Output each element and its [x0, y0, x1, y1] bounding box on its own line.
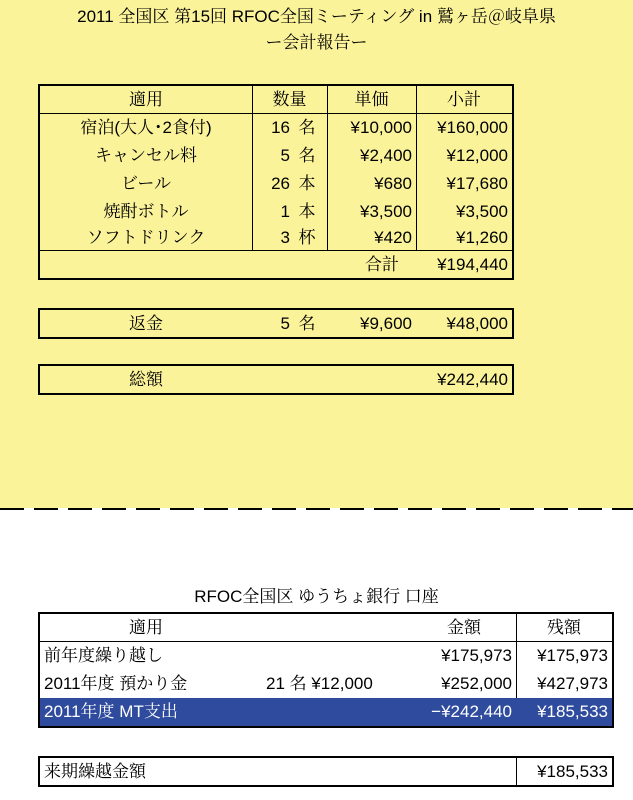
- refund-value: ¥48,000: [446, 314, 508, 333]
- item-name: ソフトドリンク: [86, 228, 206, 247]
- column-header-item: 適用: [129, 90, 163, 109]
- bank-row-label: 前年度繰り越し: [44, 646, 163, 665]
- item-name: ビール: [121, 174, 171, 193]
- item-price: ¥420: [374, 228, 412, 247]
- bank-row-amount: ¥175,973: [441, 646, 512, 665]
- item-qty: 3: [280, 228, 290, 247]
- column-header-price: 単価: [354, 90, 389, 109]
- carry-forward-value: ¥185,533: [537, 762, 608, 781]
- item-unit: 名: [298, 146, 316, 165]
- page-title: 2011 全国区 第15回 RFOC全国ミーティング in 鷲ヶ岳＠岐阜県: [77, 7, 556, 26]
- refund-qty: 5: [280, 314, 290, 333]
- refund-price: ¥9,600: [360, 314, 412, 333]
- total-value: ¥194,440: [437, 255, 508, 274]
- item-subtotal: ¥160,000: [437, 118, 508, 137]
- grand-total-row: [38, 364, 514, 395]
- item-price: ¥680: [374, 174, 412, 193]
- item-qty: 16: [271, 118, 290, 137]
- table-row-selected[interactable]: [40, 698, 612, 726]
- dashed-divider: [0, 508, 633, 510]
- expense-table: [38, 84, 514, 280]
- page-subtitle: ー会計報告ー: [265, 33, 368, 52]
- item-name: 焼酎ボトル: [103, 202, 189, 221]
- bank-row-label: 2011年度 MT支出: [44, 702, 178, 721]
- carry-forward-row: [38, 756, 614, 787]
- item-unit: 本: [298, 174, 316, 193]
- bank-row-balance: ¥175,973: [537, 646, 608, 665]
- total-row: [40, 251, 512, 279]
- column-header-qty: 数量: [272, 90, 307, 109]
- grand-total-label: 総額: [129, 370, 163, 389]
- item-subtotal: ¥1,260: [456, 228, 508, 247]
- column-header-subtotal: 小計: [447, 90, 481, 109]
- bank-row-balance: ¥185,533: [537, 702, 608, 721]
- table-row: [40, 198, 512, 226]
- column-header-item: 適用: [129, 618, 163, 637]
- column-header-balance: 残額: [547, 618, 581, 637]
- table-row: [40, 170, 512, 198]
- item-subtotal: ¥17,680: [446, 174, 508, 193]
- item-subtotal: ¥12,000: [446, 146, 508, 165]
- item-subtotal: ¥3,500: [456, 202, 508, 221]
- table-row: [40, 224, 512, 252]
- item-unit: 名: [298, 118, 316, 137]
- item-qty: 5: [280, 146, 290, 165]
- item-qty: 26: [271, 174, 290, 193]
- total-label: 合計: [365, 255, 399, 274]
- bank-row-balance: ¥427,973: [537, 674, 608, 693]
- table-row: [40, 670, 612, 698]
- bank-row-detail: 21 名 ¥12,000: [266, 674, 373, 693]
- item-unit: 杯: [298, 228, 316, 247]
- bank-table: [38, 612, 614, 728]
- item-unit: 本: [298, 202, 316, 221]
- refund-unit: 名: [298, 314, 316, 333]
- item-price: ¥3,500: [360, 202, 412, 221]
- bank-header-row: [40, 614, 612, 642]
- bank-account-title: RFOC全国区 ゆうちょ銀行 口座: [194, 587, 439, 606]
- table-row: [40, 114, 512, 142]
- table-row: [40, 142, 512, 170]
- refund-label: 返金: [129, 314, 163, 333]
- grand-total-value: ¥242,440: [437, 370, 508, 389]
- table-row: [40, 642, 612, 670]
- item-name: 宿泊(大人･2食付): [80, 118, 212, 137]
- carry-forward-label: 来期繰越金額: [44, 762, 146, 781]
- bank-row-amount: −¥242,440: [431, 702, 512, 721]
- refund-row: [38, 308, 514, 339]
- item-qty: 1: [280, 202, 290, 221]
- item-price: ¥10,000: [350, 118, 412, 137]
- item-price: ¥2,400: [360, 146, 412, 165]
- expense-header-row: [40, 86, 512, 114]
- item-name: キャンセル料: [95, 146, 197, 165]
- column-header-amount: 金額: [447, 618, 481, 637]
- bank-row-amount: ¥252,000: [441, 674, 512, 693]
- bank-row-label: 2011年度 預かり金: [44, 674, 188, 693]
